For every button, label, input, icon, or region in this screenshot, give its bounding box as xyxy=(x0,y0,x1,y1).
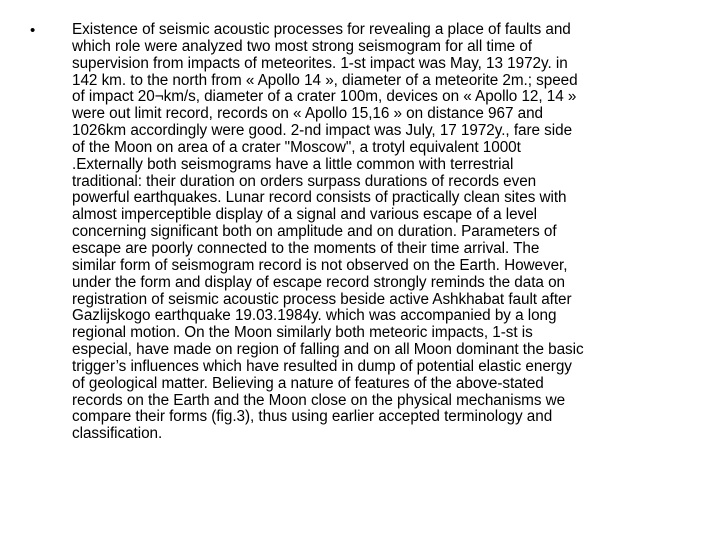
text-line: 1026km accordingly were good. 2-nd impact was July, 17 1972y., fare side xyxy=(72,122,573,140)
text-line: powerful earthquakes. Lunar record consists of practically clean sites with xyxy=(72,189,567,207)
bullet-item xyxy=(30,22,690,443)
text-line: supervision from impacts of meteorites. 1-st impact was May, 13 1972y. in xyxy=(72,54,568,72)
text-line: Existence of seismic acoustic processes for revealing a place of faults and xyxy=(72,21,571,38)
text-line: registration of seismic acoustic process beside active Ashkhabat fault after xyxy=(72,290,572,308)
text-line: of the Moon on area of a crater "Moscow", a trotyl equivalent 1000t xyxy=(72,138,521,156)
text-line: of geological matter. Believing a nature of features of the above-stated xyxy=(72,374,544,392)
text-line: concerning significant both on amplitude and on duration. Parameters of xyxy=(72,223,557,241)
text-line: 142 km. to the north from « Apollo 14 », diameter of a meteorite 2m.; speed xyxy=(72,71,578,89)
text-line: Gazlijskogo earthquake 19.03.1984y. which was accompanied by a long xyxy=(72,307,557,325)
text-line: escape are poorly connected to the moments of their time arrival. The xyxy=(72,239,540,257)
text-line: classification. xyxy=(72,425,163,443)
text-line: especial, have made on region of falling and on all Moon dominant the basic xyxy=(72,341,584,359)
text-line: compare their forms (fig.3), thus using earlier accepted terminology and xyxy=(72,408,553,426)
text-line: under the form and display of escape record strongly reminds the data on xyxy=(72,273,565,291)
text-line: regional motion. On the Moon similarly both meteoric impacts, 1-st is xyxy=(72,324,533,342)
text-line: almost imperceptible display of a signal and various escape of a level xyxy=(72,206,538,224)
paragraph xyxy=(72,22,690,443)
text-line: traditional: their duration on orders surpass durations of records even xyxy=(72,172,537,190)
bullet-icon: • xyxy=(30,22,36,39)
text-line: records on the Earth and the Moon close on the physical mechanisms we xyxy=(72,391,566,409)
text-line: .Externally both seismograms have a little common with terrestrial xyxy=(72,155,514,173)
text-line: were out limit record, records on « Apollo 15,16 » on distance 967 and xyxy=(72,105,543,123)
text-line: of impact 20¬km/s, diameter of a crater 100m, devices on « Apollo 12, 14 » xyxy=(72,88,577,106)
text-line: trigger’s influences which have resulted in dump of potential elastic energy xyxy=(72,357,572,375)
text-line: similar form of seismogram record is not observed on the Earth. However, xyxy=(72,256,568,274)
text-line: which role were analyzed two most strong seismogram for all time of xyxy=(72,37,532,55)
